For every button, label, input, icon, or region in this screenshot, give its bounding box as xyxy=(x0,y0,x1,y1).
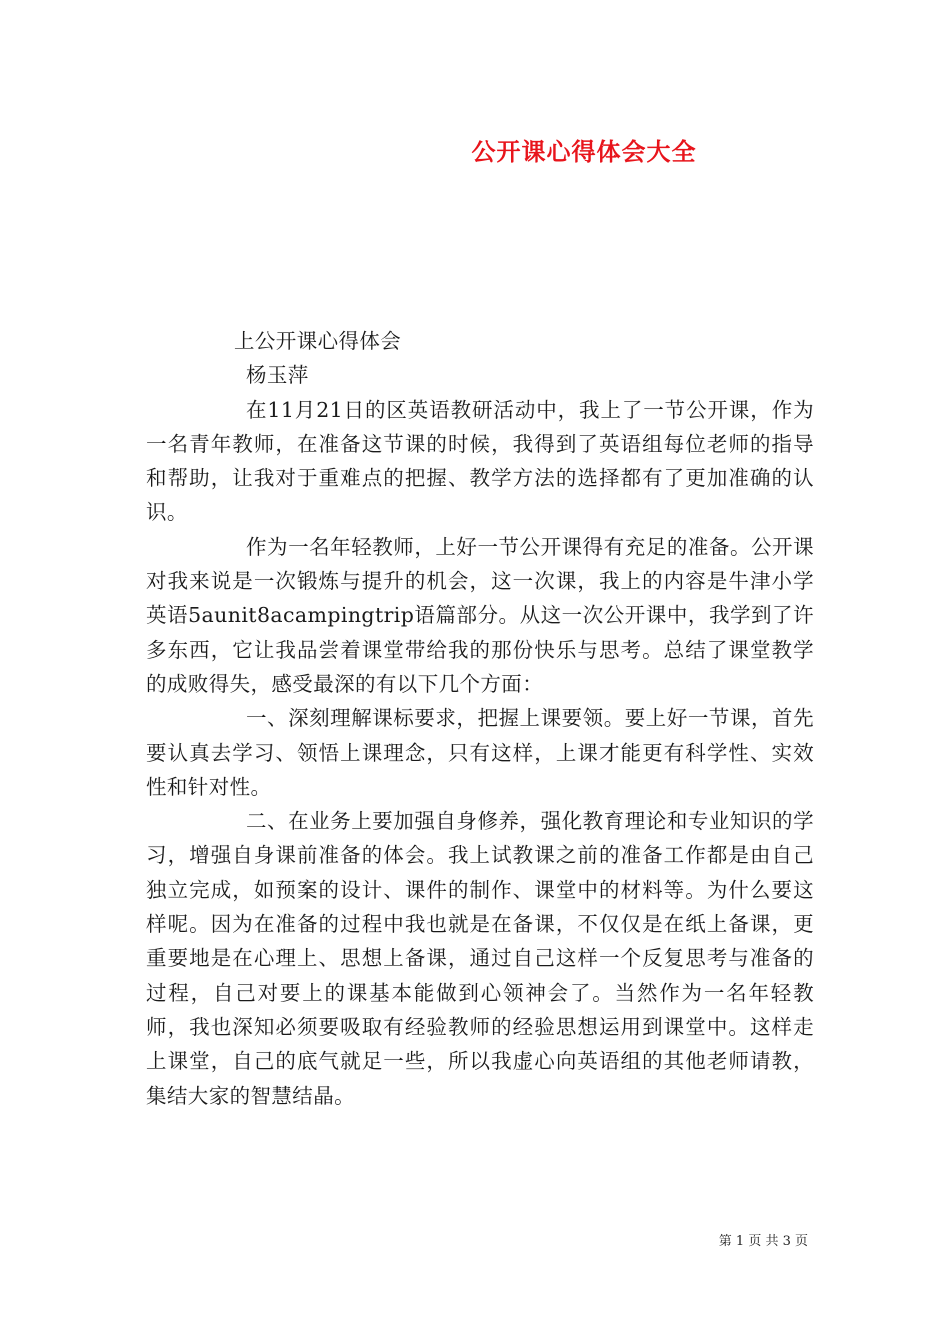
document-body xyxy=(146,324,814,1113)
document-title: 公开课心得体会大全 xyxy=(471,137,697,166)
document-subtitle: 上公开课心得体会 xyxy=(234,329,402,353)
document-author: 杨玉萍 xyxy=(246,363,309,388)
page-number-footer: 第 1 页 共 3 页 xyxy=(718,1234,808,1249)
paragraph-4: 二、在业务上要加强自身修养，强化教育理论和专业知识的学习，增强自身课前准备的体会。我上试教课之前的准备工作都是由自己独立完成，如预案的设计、课件的制作、课堂中的材料等。为什么要这样呢。因为在准备的过程中我也就是在备课，不仅仅是在纸上备课，更重要地是在心理上、思想上备课，通过自己这样一个反复思考与准备的过程，自己对要上的课基本能做到心领神会了。当然作为一名年轻教师，我也深知必须要吸取有经验教师的经验思想运用到课堂中。这样走上课堂，自己的底气就足一些，所以我虚心向英语组的其他老师请教，集结大家的智慧结晶。 xyxy=(146,809,814,1108)
paragraph-1: 在11月21日的区英语教研活动中，我上了一节公开课，作为一名青年教师，在准备这节课的时候，我得到了英语组每位老师的指导和帮助，让我对于重难点的把握、教学方法的选择都有了更加准确的认识。 xyxy=(146,397,814,525)
paragraph-3: 一、深刻理解课标要求，把握上课要领。要上好一节课，首先要认真去学习、领悟上课理念，只有这样，上课才能更有科学性、实效性和针对性。 xyxy=(146,706,814,799)
paragraph-2: 作为一名年轻教师，上好一节公开课得有充足的准备。公开课对我来说是一次锻炼与提升的机会，这一次课，我上的内容是牛津小学英语5aunit8acampingtrip语篇部分。从这一次公开课中，我学到了许多东西，它让我品尝着课堂带给我的那份快乐与思考。总结了课堂教学的成败得失，感受最深的有以下几个方面： xyxy=(146,534,814,696)
